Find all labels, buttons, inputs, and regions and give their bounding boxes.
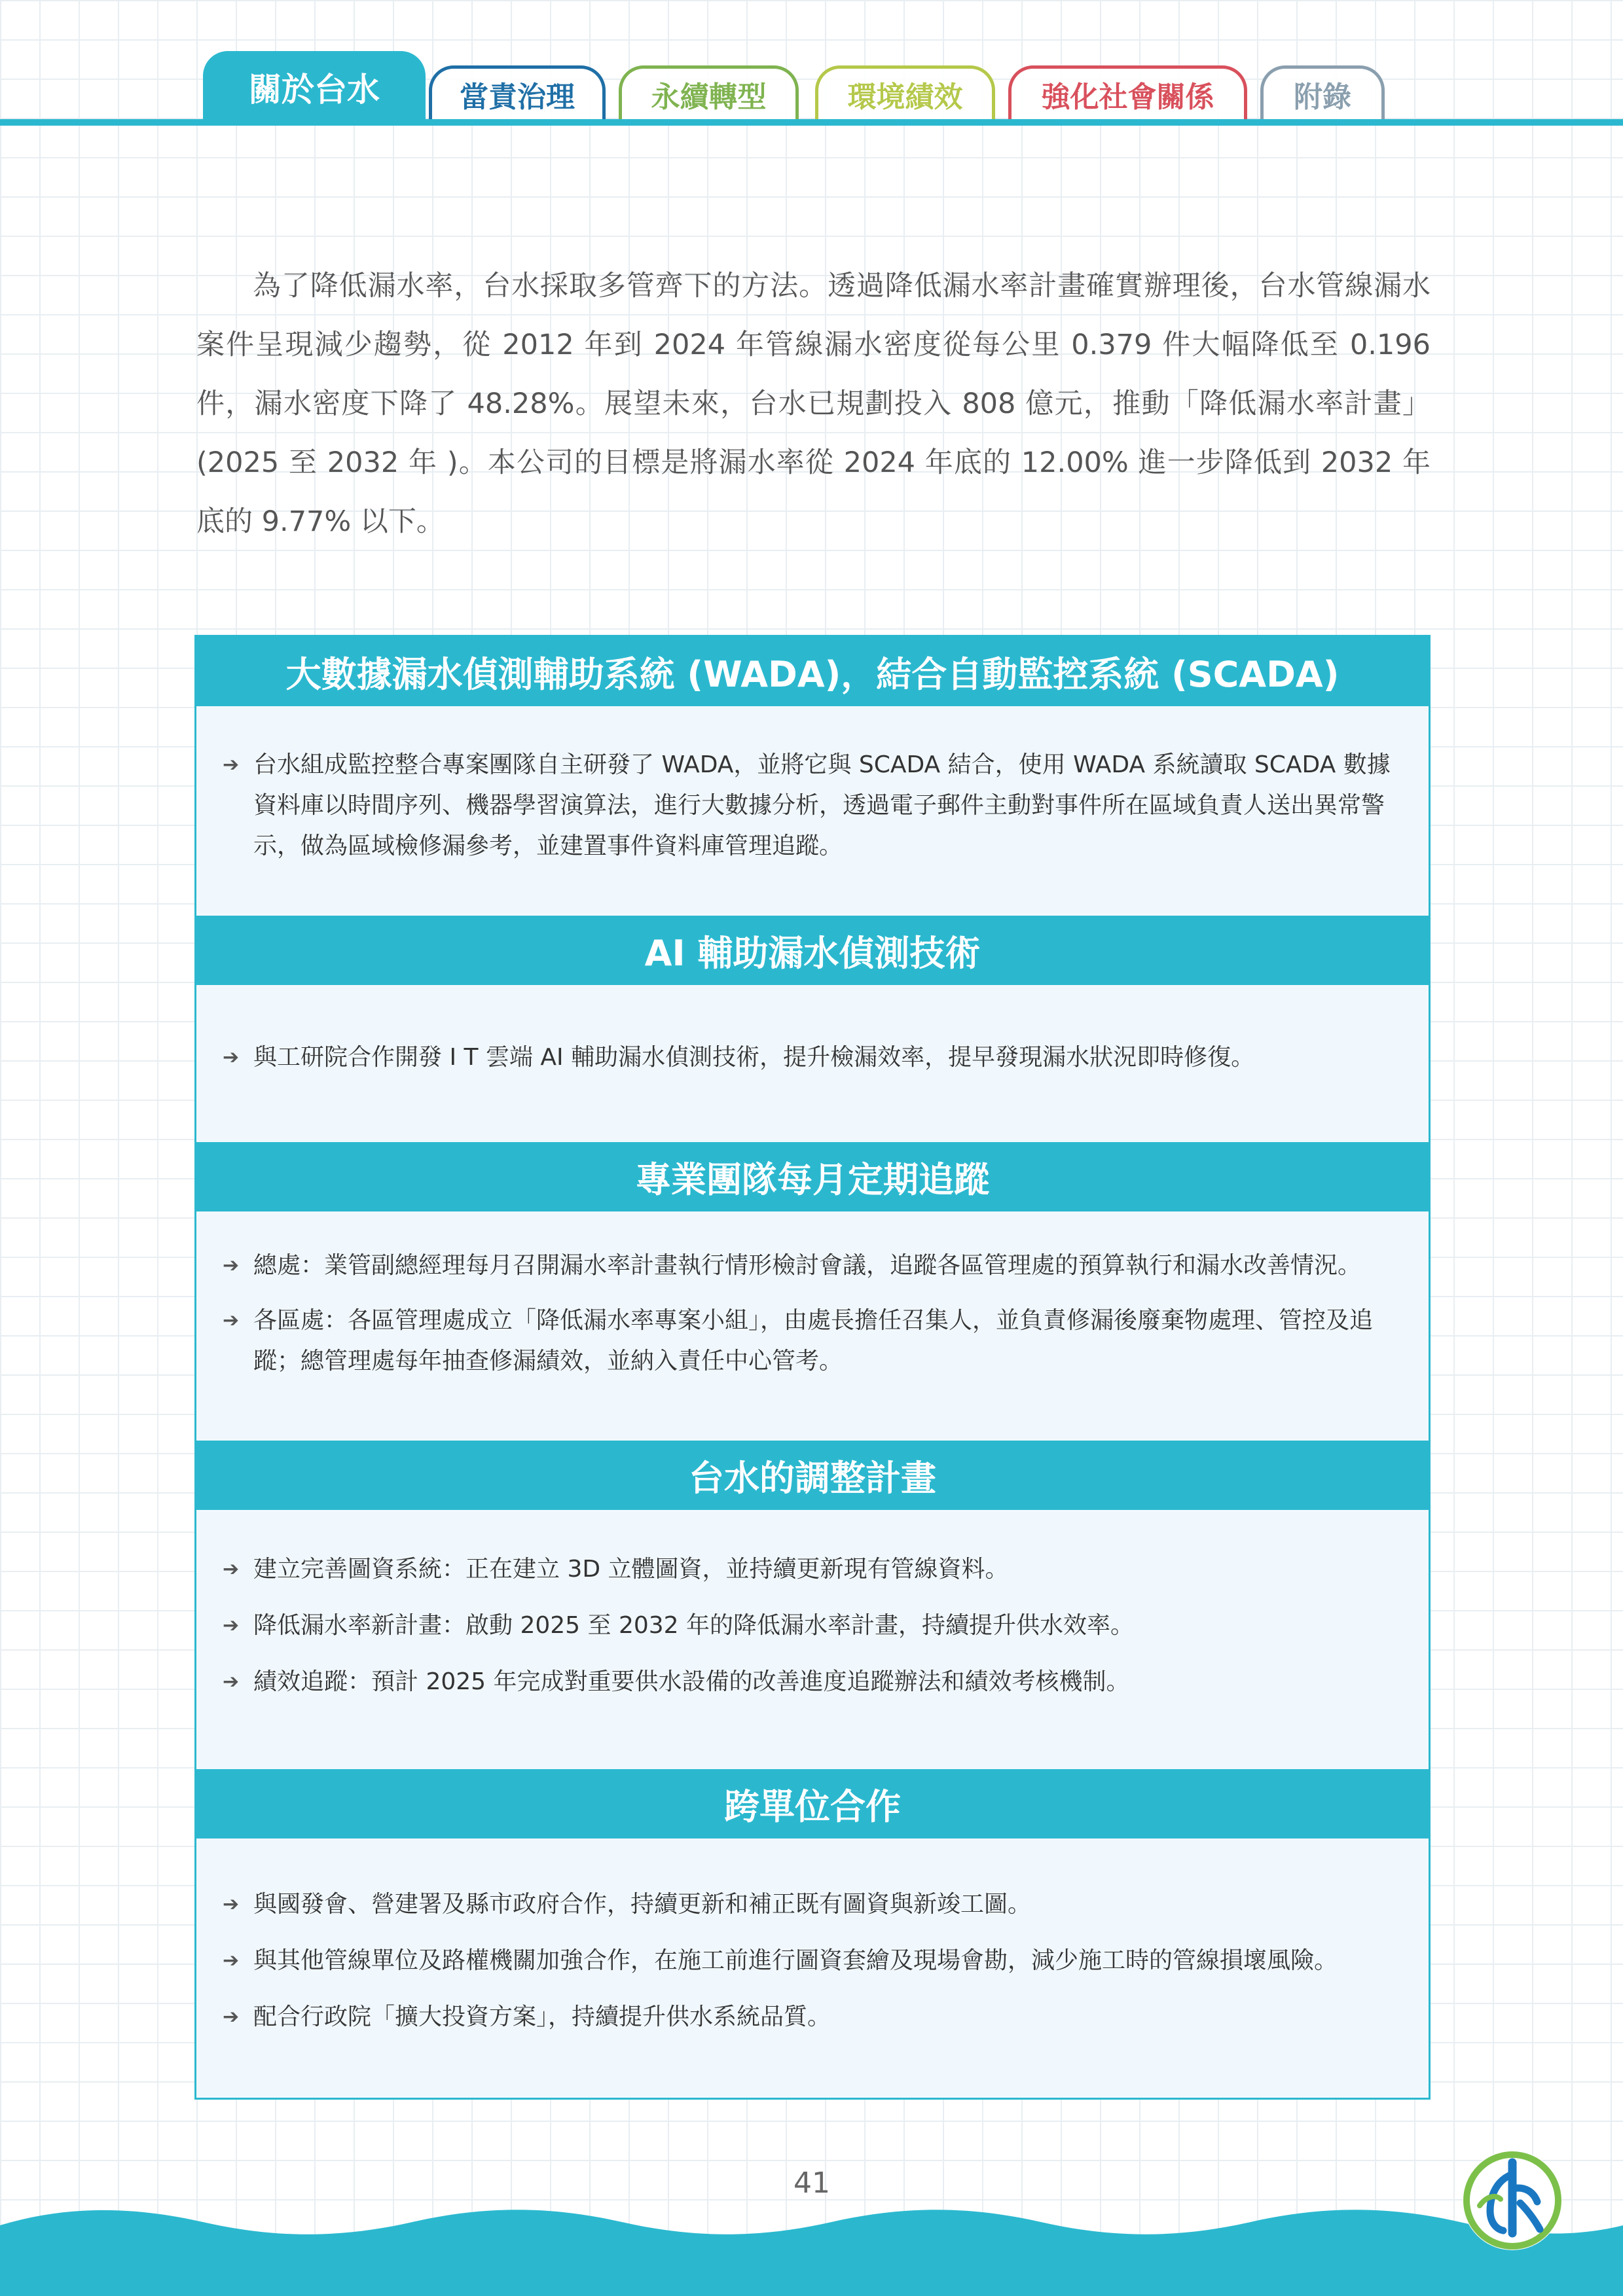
arrow-bullet-icon: ➔ (223, 753, 240, 776)
list-item-text: 配合行政院「擴大投資方案」，持續提升供水系統品質。 (253, 2003, 831, 2030)
arrow-bullet-icon: ➔ (223, 2005, 240, 2028)
page-number: 41 (793, 2166, 830, 2200)
list-item (223, 1300, 1395, 1382)
list-item (223, 1941, 1395, 1981)
company-logo-icon (1460, 2148, 1565, 2253)
list-item (223, 1997, 1395, 2037)
list-item (223, 1549, 1395, 1590)
section-body-wada (196, 706, 1429, 896)
list-item (223, 1246, 1395, 1286)
list-item-text: 績效追蹤：預計 2025 年完成對重要供水設備的改善進度追蹤辦法和績效考核機制。 (253, 1668, 1130, 1695)
section-body-adjustment-plan (196, 1510, 1429, 1765)
section-header-monthly-tracking: 專業團隊每月定期追蹤 (196, 1142, 1429, 1211)
section-header-wada: 大數據漏水偵測輔助系統 (WADA)，結合自動監控系統 (SCADA) (196, 637, 1429, 706)
list-item-text: 總處：業管副總經理每月召開漏水率計畫執行情形檢討會議，追蹤各區管理處的預算執行和漏水改善情況。 (253, 1252, 1362, 1279)
measures-panel (194, 635, 1431, 2100)
arrow-bullet-icon: ➔ (223, 1046, 240, 1069)
section-tab-bar (0, 0, 1623, 131)
tab-underline (0, 119, 1623, 126)
section-header-ai-detection: AI 輔助漏水偵測技術 (196, 916, 1429, 985)
list-item (223, 1037, 1395, 1078)
tab-governance[interactable]: 當責治理 (429, 65, 606, 119)
tab-about[interactable]: 關於台水 (203, 51, 426, 119)
arrow-bullet-icon: ➔ (223, 1558, 240, 1581)
arrow-bullet-icon: ➔ (223, 1309, 240, 1332)
list-item-text: 與工研院合作開發 I T 雲端 AI 輔助漏水偵測技術，提升檢漏效率，提早發現漏水狀況即時修復。 (253, 1044, 1255, 1071)
list-item (223, 1884, 1395, 1925)
arrow-bullet-icon: ➔ (223, 1893, 240, 1916)
list-item-text: 降低漏水率新計畫：啟動 2025 至 2032 年的降低漏水率計畫，持續提升供水效率。 (253, 1612, 1135, 1639)
list-item-text: 與其他管線單位及路權機關加強合作，在施工前進行圖資套繪及現場會勘，減少施工時的管線損壞風險。 (253, 1947, 1338, 1974)
tab-social-relations[interactable]: 強化社會關係 (1008, 65, 1247, 119)
section-header-cross-unit: 跨單位合作 (196, 1769, 1429, 1839)
tab-sustainable-transformation[interactable]: 永續轉型 (619, 65, 799, 119)
footer-wave-decoration (0, 2199, 1623, 2296)
section-body-cross-unit (196, 1839, 1429, 2100)
list-item-text: 建立完善圖資系統：正在建立 3D 立體圖資，並持續更新現有管線資料。 (253, 1556, 1009, 1583)
section-body-ai-detection (196, 985, 1429, 1140)
list-item (223, 1605, 1395, 1646)
list-item-text: 台水組成監控整合專案團隊自主研發了 WADA，並將它與 SCADA 結合，使用 WADA 系統讀取 SCADA 數據資料庫以時間序列、機器學習演算法，進行大數據分析，透過電子郵件主動對事件所在區域負責人送出異常警示，做為區域檢修漏參考，並建置事件資料庫管理追蹤。 (253, 751, 1391, 859)
tab-appendix[interactable]: 附錄 (1260, 65, 1385, 119)
list-item-text: 各區處：各區管理處成立「降低漏水率專案小組」，由處長擔任召集人，並負責修漏後廢棄物處理、管控及追蹤；總管理處每年抽查修漏績效，並納入責任中心管考。 (253, 1307, 1374, 1374)
list-item (223, 1662, 1395, 1702)
arrow-bullet-icon: ➔ (223, 1670, 240, 1693)
intro-paragraph: 為了降低漏水率，台水採取多管齊下的方法。透過降低漏水率計畫確實辦理後，台水管線漏水案件呈現減少趨勢，從 2012 年到 2024 年管線漏水密度從每公里 0.379 件大幅降低至 0.196 件，漏水密度下降了 48.28%。展望未來，台水已規劃投入 808 億元，推動「降低漏水率計畫」(2025 至 2032 年 )。本公司的目標是將漏水率從 2024 年底的 12.00% 進一步降低到 2032 年底的 9.77% 以下。 (196, 270, 1431, 538)
arrow-bullet-icon: ➔ (223, 1254, 240, 1277)
list-item (223, 745, 1395, 867)
arrow-bullet-icon: ➔ (223, 1614, 240, 1637)
arrow-bullet-icon: ➔ (223, 1949, 240, 1972)
tab-environmental-performance[interactable]: 環境績效 (815, 65, 995, 119)
list-item-text: 與國發會、營建署及縣市政府合作，持續更新和補正既有圖資與新竣工圖。 (253, 1891, 1032, 1918)
section-body-monthly-tracking (196, 1211, 1429, 1421)
section-header-adjustment-plan: 台水的調整計畫 (196, 1441, 1429, 1510)
